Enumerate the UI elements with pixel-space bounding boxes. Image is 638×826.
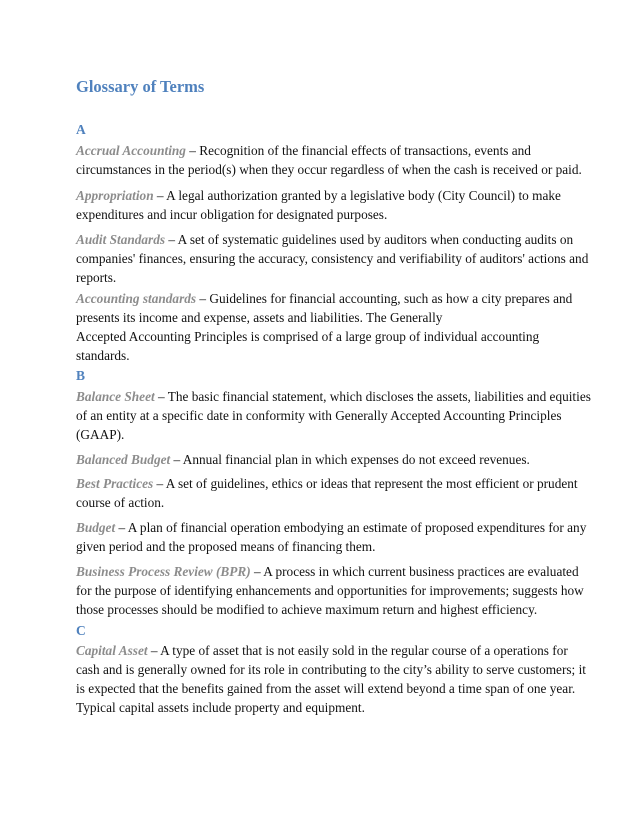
glossary-term: Business Process Review (BPR) <box>76 564 251 579</box>
section-letter-c: C <box>76 623 86 638</box>
glossary-entry-appropriation <box>76 186 568 224</box>
glossary-entry-business-process-review <box>76 562 584 619</box>
glossary-definition-line: – A process in which current business practices are evaluated <box>250 564 579 579</box>
glossary-definition-line: companies' finances, ensuring the accuracy, consistency and verifiability of auditors' actions and <box>76 251 589 266</box>
section-letter-b: B <box>76 368 86 383</box>
glossary-definition-line: presents its income and expense, assets and liabilities. The Generally <box>76 310 443 325</box>
glossary-definition-line: of an entity at a specific date in conformity with Generally Accepted Accounting Principles <box>76 408 562 423</box>
glossary-entry-accrual-accounting <box>76 141 582 179</box>
glossary-definition-line: – A set of guidelines, ethics or ideas that represent the most efficient or prudent <box>153 476 578 491</box>
glossary-definition-line: – A plan of financial operation embodying an estimate of proposed expenditures for any <box>115 520 587 535</box>
glossary-entry-capital-asset <box>76 641 586 717</box>
glossary-definition-line: expenditures and incur obligation for designated purposes. <box>76 207 388 222</box>
glossary-definition-line: – A type of asset that is not easily sold in the regular course of a operations for <box>147 643 568 658</box>
glossary-term: Accounting standards <box>76 291 197 306</box>
glossary-term: Balance Sheet <box>76 389 155 404</box>
glossary-definition-line: circumstances in the period(s) when they occur regardless of when the cash is received or paid. <box>76 162 582 177</box>
glossary-entry-balanced-budget <box>76 450 568 469</box>
glossary-definition-line: reports. <box>76 270 117 285</box>
glossary-definition-line: Accepted Accounting Principles is comprised of a large group of individual accounting <box>76 329 540 344</box>
glossary-definition-line: Typical capital assets include property and equipment. <box>76 700 365 715</box>
glossary-term: Capital Asset <box>76 643 148 658</box>
glossary-term: Budget <box>76 520 116 535</box>
glossary-term: Appropriation <box>76 188 154 203</box>
glossary-definition-line: (GAAP). <box>76 427 125 442</box>
glossary-definition-line: – The basic financial statement, which discloses the assets, liabilities and equities <box>154 389 591 404</box>
glossary-definition-line: standards. <box>76 348 130 363</box>
glossary-definition-line: given period and the proposed means of financing them. <box>76 539 376 554</box>
glossary-entry-audit-standards <box>76 230 589 287</box>
glossary-definition-line: course of action. <box>76 495 165 510</box>
glossary-definition-line: – A set of systematic guidelines used by auditors when conducting audits on <box>165 232 574 247</box>
glossary-term: Best Practices <box>76 476 154 491</box>
page-title: Glossary of Terms <box>76 77 205 96</box>
glossary-definition-line: – Guidelines for financial accounting, such as how a city prepares and <box>196 291 573 306</box>
glossary-definition-line: is expected that the benefits gained from the asset will extend beyond a time span of one year. <box>76 681 576 696</box>
glossary-entry-best-practices <box>76 474 578 512</box>
glossary-definition-line: for the purpose of identifying enhancements and opportunities for improvements; suggests how <box>76 583 584 598</box>
section-letter-a: A <box>76 122 86 137</box>
glossary-entry-budget <box>76 518 587 556</box>
glossary-entry-accounting-standards <box>76 289 573 365</box>
glossary-entry-balance-sheet <box>76 387 591 444</box>
glossary-definition-line: – Annual financial plan in which expenses do not exceed revenues. <box>170 452 530 467</box>
glossary-term: Audit Standards <box>76 232 166 247</box>
glossary-definition-line: those processes should be modified to achieve maximum return and highest efficiency. <box>76 602 538 617</box>
glossary-definition-line: – Recognition of the financial effects of transactions, events and <box>185 143 531 158</box>
glossary-term: Balanced Budget <box>76 452 171 467</box>
glossary-term: Accrual Accounting <box>76 143 186 158</box>
glossary-definition-line: cash and is generally owned for its role in contributing to the city’s ability to serve customers; it <box>76 662 586 677</box>
glossary-definition-line: – A legal authorization granted by a legislative body (City Council) to make <box>153 188 561 203</box>
